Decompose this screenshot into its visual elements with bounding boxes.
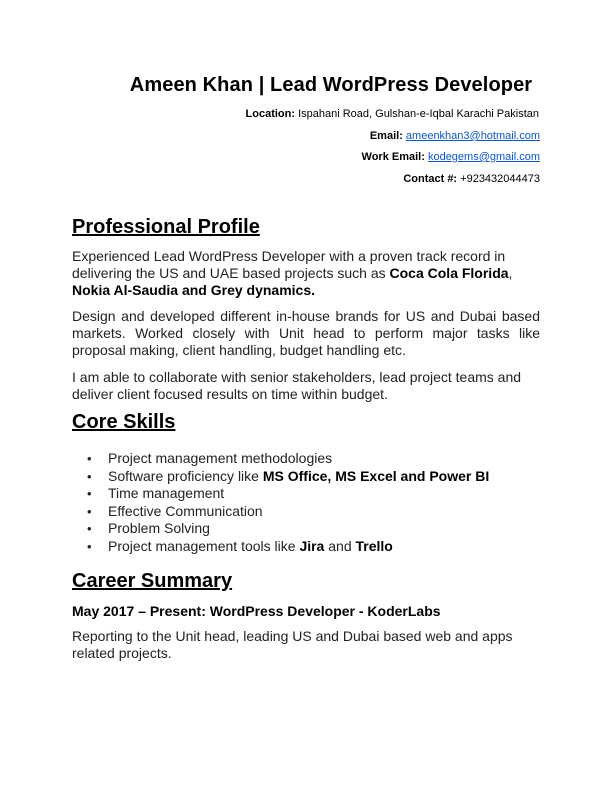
list-item: [72, 485, 489, 503]
contact-value: +923432044473: [460, 173, 540, 185]
bullet-icon: •: [87, 538, 92, 554]
email-link[interactable]: ameenkhan3@hotmail.com: [405, 130, 540, 142]
work-email-link[interactable]: kodegems@gmail.com: [427, 151, 540, 163]
email-label: Email:: [369, 130, 403, 142]
name-title: Ameen Khan | Lead WordPress Developer: [129, 74, 533, 96]
contact-line: [403, 173, 540, 185]
profile-p1-text: Experienced Lead WordPress Developer with a proven track record in delivering the US and UAE based projects such as: [72, 248, 506, 281]
skill-text: Effective Communication: [108, 502, 263, 519]
skill-and: and: [324, 537, 356, 554]
skill-text: Problem Solving: [108, 520, 210, 537]
profile-paragraph-1: [72, 248, 540, 299]
skill-text: Project management methodologies: [108, 450, 333, 466]
skill-text: Project management tools like: [108, 537, 300, 554]
work-email-label: Work Email:: [361, 151, 425, 163]
contact-label: Contact #:: [403, 173, 458, 185]
list-item: [72, 520, 489, 538]
professional-profile-heading: Professional Profile: [72, 216, 260, 238]
skill-text: Software proficiency like: [108, 467, 263, 484]
list-item: [72, 468, 489, 486]
skills-list: [72, 450, 489, 556]
skill-bold: MS Office, MS Excel and Power BI: [262, 467, 490, 484]
skill-text: Time management: [108, 485, 225, 502]
work-email-line: [362, 151, 540, 163]
bullet-icon: •: [87, 503, 92, 519]
list-item: [72, 503, 489, 521]
profile-p1-separator: ,: [508, 265, 513, 281]
list-item: [72, 450, 489, 468]
profile-p1-bold-nokia: Nokia Al-Saudia and Grey dynamics.: [72, 282, 316, 298]
career-summary-heading: Career Summary: [72, 570, 233, 592]
location-value: Ispahani Road, Gulshan-e-Iqbal Karachi Pakistan: [298, 108, 539, 120]
location-label: Location:: [245, 108, 296, 120]
skill-bold-trello: Trello: [355, 537, 393, 554]
core-skills-heading: Core Skills: [72, 411, 176, 433]
bullet-icon: •: [87, 468, 92, 484]
skill-bold-jira: Jira: [299, 537, 325, 554]
bullet-icon: •: [87, 521, 92, 537]
location-line: [246, 108, 539, 120]
profile-p1-bold-coca-cola: Coca Cola Florida: [389, 265, 509, 281]
list-item: [72, 538, 489, 556]
email-line: [370, 130, 540, 142]
career-role-title: May 2017 – Present: WordPress Developer - KoderLabs: [72, 603, 441, 619]
profile-paragraph-3: I am able to collaborate with senior stakeholders, lead project teams and deliver client focused results on time within budget.: [72, 369, 522, 402]
bullet-icon: •: [87, 451, 92, 466]
profile-paragraph-2: Design and developed different in-house brands for US and Dubai based markets. Worked closely with Unit head to perform major tasks like proposal making, client handling, budget handling etc.: [72, 308, 540, 358]
career-description: Reporting to the Unit head, leading US and Dubai based web and apps related projects.: [72, 628, 513, 661]
bullet-icon: •: [87, 486, 92, 502]
